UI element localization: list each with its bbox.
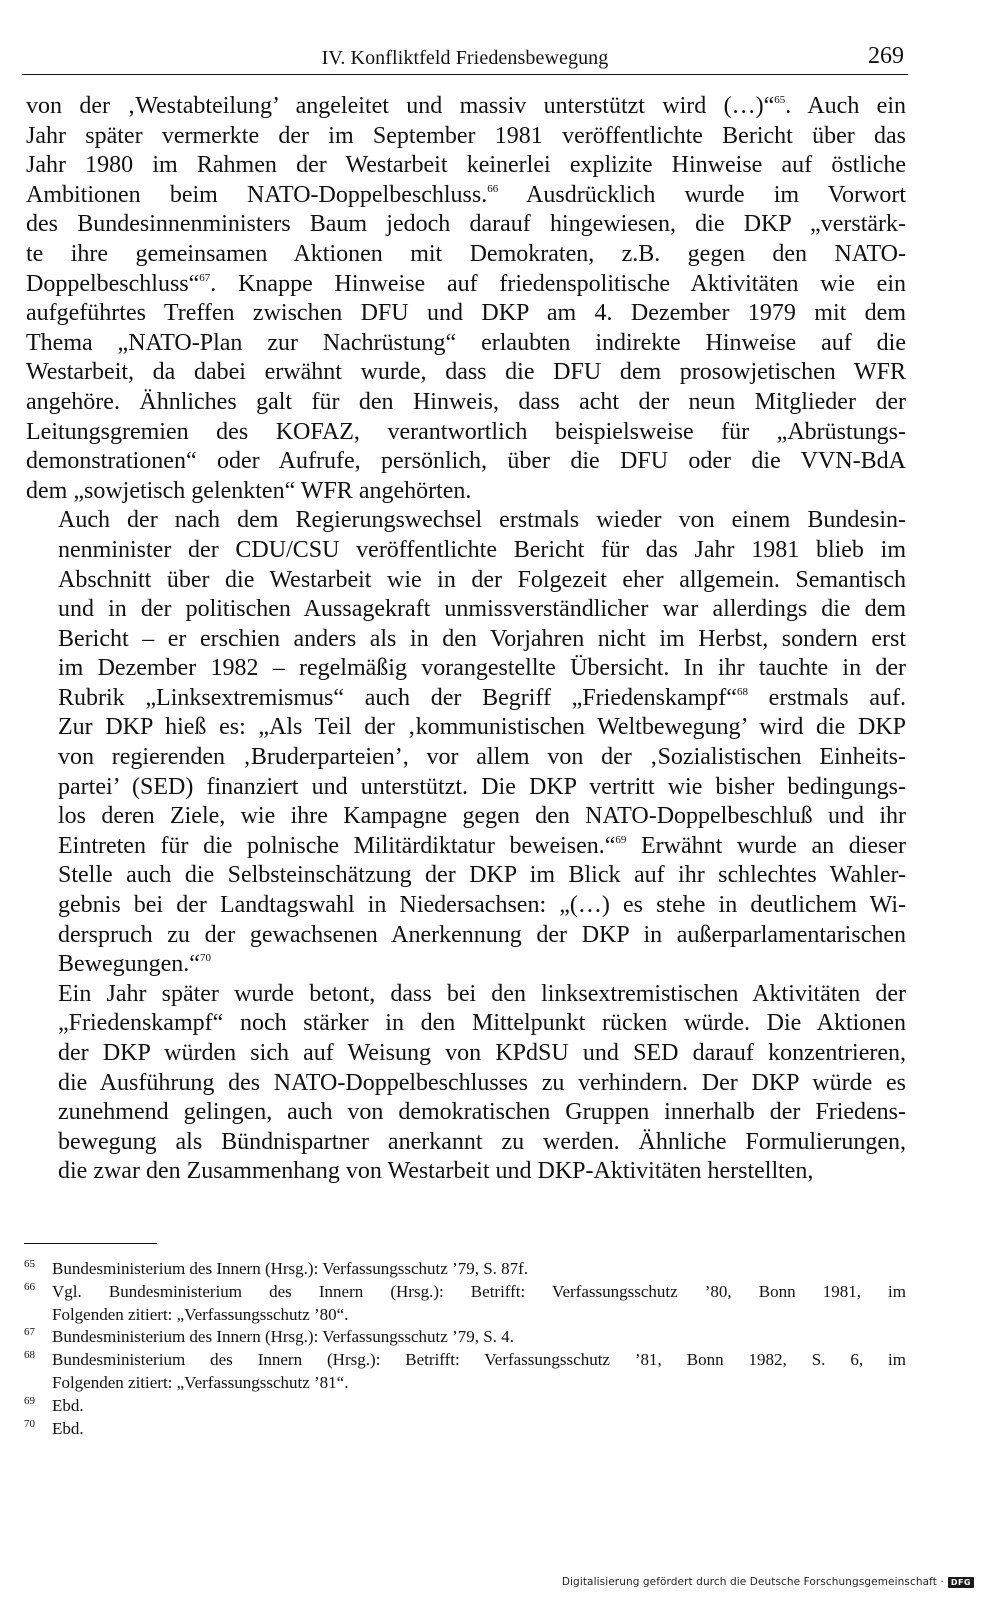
text-segment: Westarbeit, da dabei erwähnt wurde, dass die DFU dem prosowjetischen WFR — [26, 359, 906, 386]
text-segment: Ein Jahr später wurde betont, dass bei den linksextremistischen Aktivitäten der — [58, 980, 906, 1007]
text-segment: Bericht – er erschien anders als in den Vorjahren nicht im Herbst, sondern erst — [58, 625, 906, 652]
text-line — [26, 684, 906, 714]
text-line — [26, 713, 906, 743]
footnote-number: 68 — [24, 1349, 35, 1362]
footnote-text: Vgl. Bundesministerium des Innern (Hrsg.): Betrifft: Verfassungsschutz ’80, Bonn 1981, im — [52, 1281, 906, 1301]
text-line — [26, 151, 906, 181]
digitization-credit — [562, 1576, 974, 1588]
text-line — [26, 270, 906, 300]
text-line — [26, 1157, 906, 1187]
text-segment: der DKP würden sich auf Weisung von KPdSU und SED darauf konzentrieren, — [58, 1040, 906, 1066]
text-segment: zunehmend gelingen, auch von demokratischen Gruppen innerhalb der Friedens- — [58, 1099, 906, 1126]
footnote-separator — [24, 1243, 157, 1244]
text-line — [26, 950, 906, 980]
text-line — [26, 329, 906, 359]
text-segment: nenminister der CDU/CSU veröffentlichte Bericht für das Jahr 1981 blieb im — [58, 536, 906, 563]
text-segment: los deren Ziele, wie ihre Kampagne gegen den NATO-Doppelbeschluß und ihr — [58, 803, 906, 830]
text-line — [26, 388, 906, 418]
page-number: 269 — [868, 43, 904, 69]
text-segment: Bewegungen.“ — [58, 951, 200, 978]
text-segment: Zur DKP hieß es: „Als Teil der ‚kommunistischen Weltbewegung’ wird die DKP — [58, 714, 906, 741]
text-segment: die Ausführung des NATO-Doppelbeschlusses zu verhindern. Der DKP würde es — [58, 1069, 906, 1096]
text-line — [26, 743, 906, 773]
paragraph-2 — [26, 506, 906, 980]
text-segment: Jahr 1980 im Rahmen der Westarbeit keinerlei explizite Hinweise auf östliche — [26, 152, 906, 179]
text-line — [26, 418, 906, 448]
footnote-67 — [24, 1326, 906, 1349]
text-line — [26, 1039, 906, 1069]
text-segment: . Auch ein — [785, 93, 906, 119]
text-segment: demonstrationen“ oder Aufrufe, persönlich, über die DFU oder die VVN-BdA — [26, 448, 906, 475]
text-segment: „Friedenskampf“ noch stärker in den Mittelpunkt rücken würde. Die Aktionen — [58, 1010, 906, 1037]
text-segment: Rubrik „Linksextremismus“ auch der Begriff „Friedenskampf“ — [58, 684, 737, 711]
text-line — [26, 980, 906, 1010]
text-segment: aufgeführtes Treffen zwischen DFU und DKP am 4. Dezember 1979 mit dem — [26, 300, 906, 327]
text-segment: angehöre. Ähnliches galt für den Hinweis, dass acht der neun Mitglieder der — [26, 388, 906, 415]
text-line — [26, 536, 906, 566]
text-segment: Erwähnt wurde an dieser — [626, 832, 906, 859]
text-segment: Leitungsgremien des KOFAZ, verantwortlich beispielsweise für „Abrüstungs- — [26, 418, 906, 445]
credit-text: Digitalisierung gefördert durch die Deutsche Forschungsgemeinschaft · — [561, 1576, 944, 1588]
text-segment: von der ‚Westabteilung’ angeleitet und massiv unterstützt wird (…)“ — [26, 93, 775, 119]
text-segment: gebnis bei der Landtagswahl in Niedersachsen: „(…) es stehe in deutlichem Wi- — [58, 892, 906, 919]
text-line — [26, 240, 906, 270]
footnote-ref[interactable]: 68 — [736, 685, 748, 698]
footnote-number: 70 — [24, 1417, 35, 1430]
text-segment: Ausdrücklich wurde im Vorwort — [498, 181, 906, 208]
text-line — [26, 358, 906, 388]
text-line — [26, 802, 906, 832]
footnote-text: Bundesministerium des Innern (Hrsg.): Verfassungsschutz ’79, S. 87f. — [52, 1259, 529, 1278]
text-segment: Ambitionen beim NATO-Doppelbeschluss. — [26, 181, 488, 208]
text-line — [26, 861, 906, 891]
text-segment: partei’ (SED) finanziert und unterstützt. Die DKP vertritt wie bisher bedingungs- — [58, 773, 906, 800]
footnote-ref[interactable]: 67 — [199, 271, 211, 284]
footnotes — [24, 1258, 906, 1440]
text-line — [26, 773, 906, 803]
text-segment: Jahr später vermerkte der im September 1981 veröffentlichte Bericht über das — [26, 122, 906, 149]
text-segment: und in der politischen Aussagekraft unmissverständlicher war allerdings die dem — [58, 596, 906, 623]
text-segment: dem „sowjetisch gelenkten“ WFR angehörten. — [26, 477, 472, 504]
footnote-66 — [24, 1281, 906, 1327]
text-line — [26, 921, 906, 951]
footnote-text: Ebd. — [52, 1395, 84, 1415]
footnote-65 — [24, 1258, 906, 1281]
text-line — [26, 1069, 906, 1099]
text-line — [26, 1128, 906, 1158]
footnote-text: Bundesministerium des Innern (Hrsg.): Betrifft: Verfassungsschutz ’81, Bonn 1982, S. 6, im — [52, 1350, 906, 1370]
paragraph-3 — [26, 980, 906, 1187]
text-line — [26, 210, 906, 240]
page-header — [22, 44, 908, 75]
text-line — [26, 595, 906, 625]
text-segment: von regierenden ‚Bruderparteien’, vor allem von der ‚Sozialistischen Einheits- — [58, 744, 906, 771]
text-segment: Abschnitt über die Westarbeit wie in der Folgezeit eher allgemein. Semantisch — [58, 566, 906, 593]
footnote-text: Folgenden zitiert: „Verfassungsschutz ’80“. — [52, 1304, 349, 1324]
text-line — [26, 625, 906, 655]
footnote-text: Bundesministerium des Innern (Hrsg.): Verfassungsschutz ’79, S. 4. — [52, 1327, 514, 1347]
text-line — [26, 447, 906, 477]
body-text — [26, 92, 906, 1187]
text-segment: Doppelbeschluss“ — [26, 270, 200, 297]
footnote-ref[interactable]: 66 — [487, 182, 499, 195]
footnote-ref[interactable]: 70 — [199, 952, 211, 965]
text-segment: Auch der nach dem Regierungswechsel erstmals wieder von einem Bundesin- — [58, 507, 906, 534]
paragraph-1 — [26, 92, 906, 506]
footnote-ref[interactable]: 65 — [774, 94, 786, 106]
text-segment: bewegung als Bündnispartner anerkannt zu werden. Ähnliche Formulierungen, — [58, 1128, 906, 1155]
text-line — [26, 1009, 906, 1039]
text-line — [26, 654, 906, 684]
footnote-ref[interactable]: 69 — [615, 833, 627, 846]
text-segment: im Dezember 1982 – regelmäßig vorangestellte Übersicht. In ihr tauchte in der — [58, 655, 906, 682]
footnote-68 — [24, 1349, 906, 1395]
text-segment: erstmals auf. — [747, 684, 907, 711]
text-line — [26, 181, 906, 211]
text-line — [26, 506, 906, 536]
dfg-logo: DFG — [948, 1577, 974, 1588]
text-line — [26, 477, 906, 507]
text-line — [26, 122, 906, 152]
footnote-70 — [24, 1418, 906, 1441]
running-title: IV. Konfliktfeld Friedensbewegung — [321, 47, 609, 69]
text-segment: . Knappe Hinweise auf friedenspolitische Aktivitäten wie ein — [210, 270, 906, 297]
text-line — [26, 299, 906, 329]
text-segment: te ihre gemeinsamen Aktionen mit Demokraten, z.B. gegen den NATO- — [26, 240, 906, 267]
text-line — [26, 832, 906, 862]
text-segment: Thema „NATO-Plan zur Nachrüstung“ erlaubten indirekte Hinweise auf die — [26, 329, 906, 356]
text-segment: derspruch zu der gewachsenen Anerkennung der DKP in außerparlamentarischen — [58, 921, 906, 948]
footnote-number: 65 — [24, 1258, 35, 1270]
text-line — [26, 566, 906, 596]
text-segment: Eintreten für die polnische Militärdiktatur beweisen.“ — [58, 832, 616, 859]
text-segment: des Bundesinnenministers Baum jedoch darauf hingewiesen, die DKP „verstärk- — [26, 211, 906, 238]
text-line — [26, 1098, 906, 1128]
footnote-number: 66 — [24, 1280, 35, 1293]
footnote-number: 69 — [24, 1394, 35, 1407]
text-line — [26, 92, 906, 122]
text-line — [26, 891, 906, 921]
footnote-text: Folgenden zitiert: „Verfassungsschutz ’81“. — [52, 1372, 349, 1392]
footnote-69 — [24, 1395, 906, 1418]
footnote-number: 67 — [24, 1326, 35, 1339]
text-segment: die zwar den Zusammenhang von Westarbeit und DKP-Aktivitäten herstellten, — [58, 1158, 814, 1185]
footnote-text: Ebd. — [52, 1418, 84, 1438]
text-segment: Stelle auch die Selbsteinschätzung der DKP im Blick auf ihr schlechtes Wahler- — [58, 862, 906, 889]
